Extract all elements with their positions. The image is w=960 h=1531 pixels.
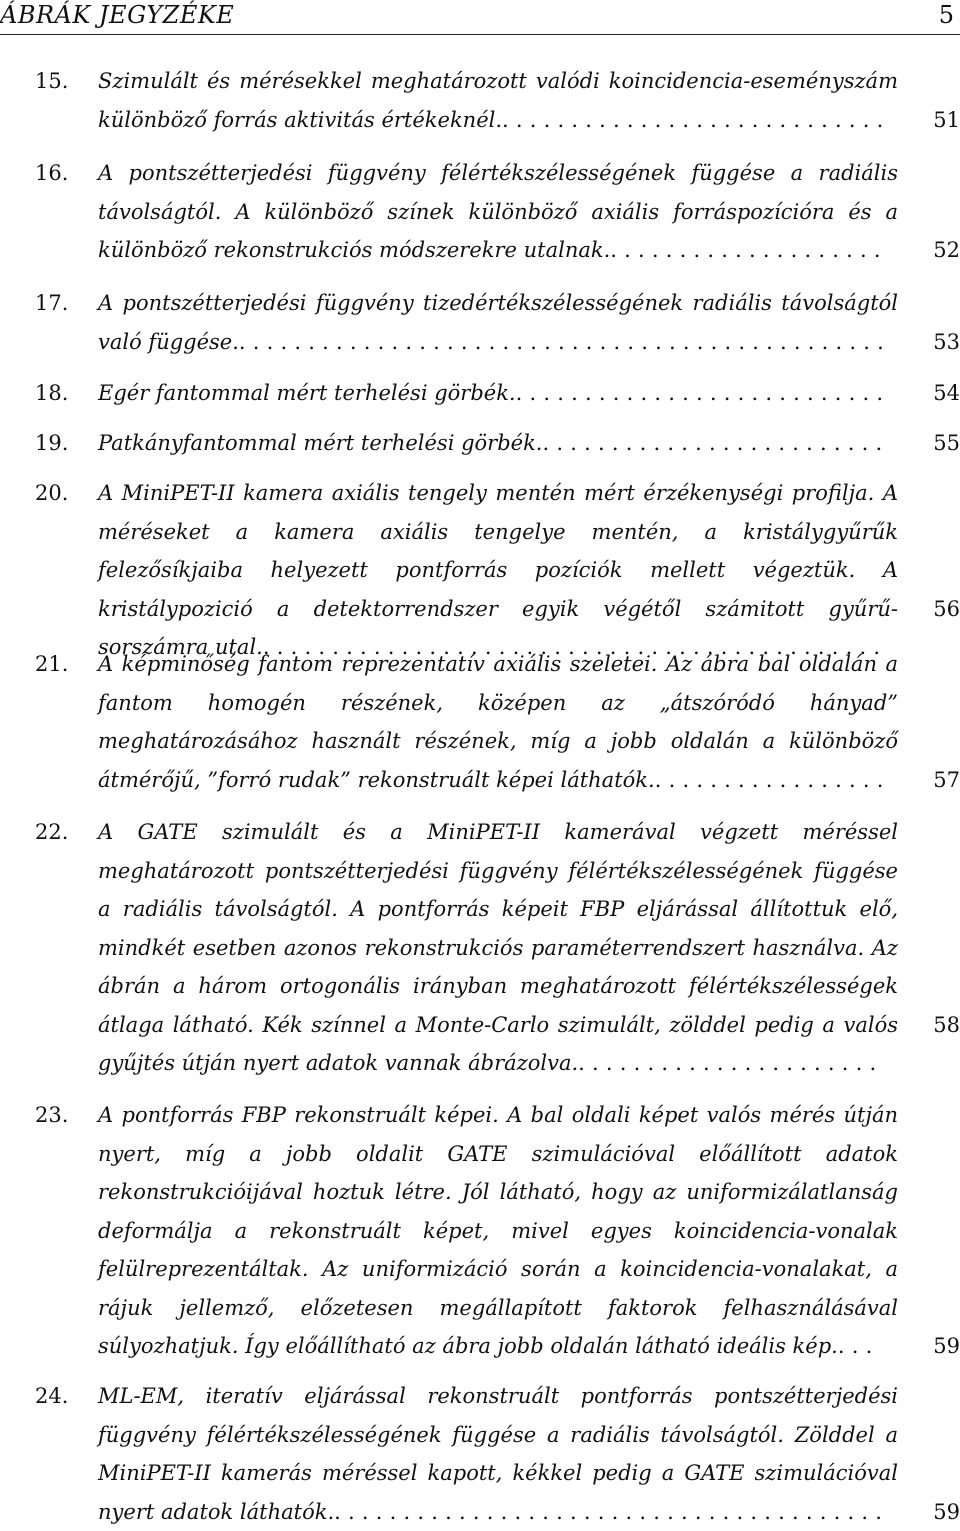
dot-leader: ...........................	[516, 381, 891, 405]
figure-caption-text: Egér fantommal mért terhelési görbék.	[98, 381, 516, 405]
figure-number: 22.	[35, 813, 68, 852]
figure-entry[interactable]	[0, 374, 960, 413]
figure-page-number[interactable]: 55	[908, 424, 960, 463]
figure-caption	[98, 813, 898, 1044]
figure-page-number[interactable]: 58	[908, 1006, 960, 1045]
figure-number: 15.	[35, 62, 68, 101]
figure-entry[interactable]	[0, 62, 960, 139]
figure-number: 19.	[35, 424, 68, 463]
figure-entry[interactable]	[0, 1096, 960, 1366]
figure-caption	[98, 284, 898, 361]
figure-page-number[interactable]: 54	[908, 374, 960, 413]
figure-caption-text: A képminőség fantom reprezentatív axiális szeletei. Az ábra bal oldalán a fantom homogén részének, középen az „átszóródó hányad” meghatározásához használt részének, míg a jobb oldalán a különböző átmérőjű, ”forró rudak” rekonstruált képei láthatók.	[98, 652, 898, 792]
dot-leader: .............................................	[263, 635, 887, 659]
figure-entry[interactable]	[0, 154, 960, 270]
figure-entry[interactable]	[0, 813, 960, 1044]
figure-caption	[98, 1377, 898, 1531]
figure-caption	[98, 1096, 898, 1366]
figure-caption-text: Szimulált és mérésekkel meghatározott valódi koincidencia-eseményszám különböző forrás aktivitás értékeknél.	[98, 69, 898, 132]
figure-entry[interactable]	[0, 474, 960, 628]
figure-number: 23.	[35, 1096, 68, 1135]
figure-caption	[98, 374, 898, 413]
figure-caption-text: A GATE szimulált és a MiniPET-II kamerával végzett méréssel meghatározott pontszétterjedési függvény félértékszélességének függése a radiális távolságtól. A pontforrás képeit FBP eljárással állítottuk elő, mindkét esetben azonos rekonstrukciós paraméterrendszert használva. Az ábrán a három ortogonális irányban meghatározott félértékszélességek átlaga látható. Kék színnel a Monte-Carlo szimulált, zölddel pedig a valós gyűjtés útján nyert adatok vannak ábrázolva.	[98, 820, 898, 1075]
figure-number: 20.	[35, 474, 68, 513]
figure-number: 21.	[35, 645, 68, 684]
running-header-page-number: 5	[939, 1, 954, 29]
figure-entry[interactable]	[0, 284, 960, 361]
dot-leader: .........................	[542, 431, 889, 455]
figure-page-number[interactable]: 56	[908, 590, 960, 629]
figure-page-number[interactable]: 59	[908, 1327, 960, 1366]
dot-leader: ...	[838, 1334, 880, 1358]
figure-entry[interactable]	[0, 424, 960, 463]
figure-number: 17.	[35, 284, 68, 323]
figure-caption	[98, 474, 898, 628]
figure-caption-text: Patkányfantommal mért terhelési görbék.	[98, 431, 542, 455]
figure-entry[interactable]	[0, 645, 960, 799]
figure-caption	[98, 62, 898, 139]
figure-page-number[interactable]: 57	[908, 761, 960, 800]
dot-leader: .................	[655, 768, 891, 792]
figure-caption	[98, 424, 898, 463]
dot-leader: ......................	[578, 1051, 883, 1075]
figure-caption-text: ML-EM, iteratív eljárással rekonstruált pontforrás pontszétterjedési függvény félértékszélességének függése a radiális távolságtól. Zölddel a MiniPET-II kamerás méréssel kapott, kékkel pedig a GATE szimulációval nyert adatok láthatók.	[98, 1384, 898, 1524]
figure-caption	[98, 645, 898, 799]
dot-leader: ........................................	[334, 1500, 889, 1524]
running-header	[0, 0, 960, 34]
figure-caption-text: A pontszétterjedési függvény tizedértékszélességének radiális távolságtól való függése.	[98, 291, 898, 354]
dot-leader: ...............................................	[239, 330, 891, 354]
figure-caption-text: A pontszétterjedési függvény félértékszélességének függése a radiális távolságtól. A különböző színek különböző axiális forráspozícióra és a különböző rekonstrukciós módszerekre utalnak.	[98, 161, 898, 262]
figure-number: 16.	[35, 154, 68, 193]
figure-number: 24.	[35, 1377, 68, 1416]
figure-caption-text: A MiniPET-II kamera axiális tengely mentén mért érzékenységi profilja. A méréseket a kamera axiális tengelye mentén, a kristálygyűrűk felezősíkjaiba helyezett pontforrás pozíciók mellett végeztük. A kristálypozició a detektorrendszer egyik végétől számitott gyűrű-sorszámra utal.	[98, 481, 898, 659]
figure-page-number[interactable]: 53	[908, 323, 960, 362]
figure-caption	[98, 154, 898, 270]
figure-page-number[interactable]: 59	[908, 1493, 960, 1531]
figure-entry[interactable]	[0, 1377, 960, 1531]
figure-page-number[interactable]: 52	[908, 231, 960, 270]
figure-page-number[interactable]: 51	[908, 101, 960, 140]
figure-caption-text: A pontforrás FBP rekonstruált képei. A bal oldali képet valós mérés útján nyert, míg a jobb oldalit GATE szimulációval előállított adatok rekonstrukcióijával hoztuk létre. Jól látható, hogy az uniformizálatlanság deformálja a rekonstruált képet, mivel egyes koincidencia-vonalak felülreprezentáltak. Az uniformizáció során a koincidencia-vonalakat, a rájuk jellemző, előzetesen megállapított faktorok felhasználásával súlyozhatjuk. Így előállítható az ábra jobb oldalán látható ideális kép.	[98, 1103, 898, 1358]
running-header-title: ÁBRÁK JEGYZÉKE	[0, 1, 234, 29]
header-rule	[0, 34, 960, 35]
figure-number: 18.	[35, 374, 68, 413]
dot-leader: ............................	[502, 108, 891, 132]
dot-leader: ....................	[610, 238, 888, 262]
